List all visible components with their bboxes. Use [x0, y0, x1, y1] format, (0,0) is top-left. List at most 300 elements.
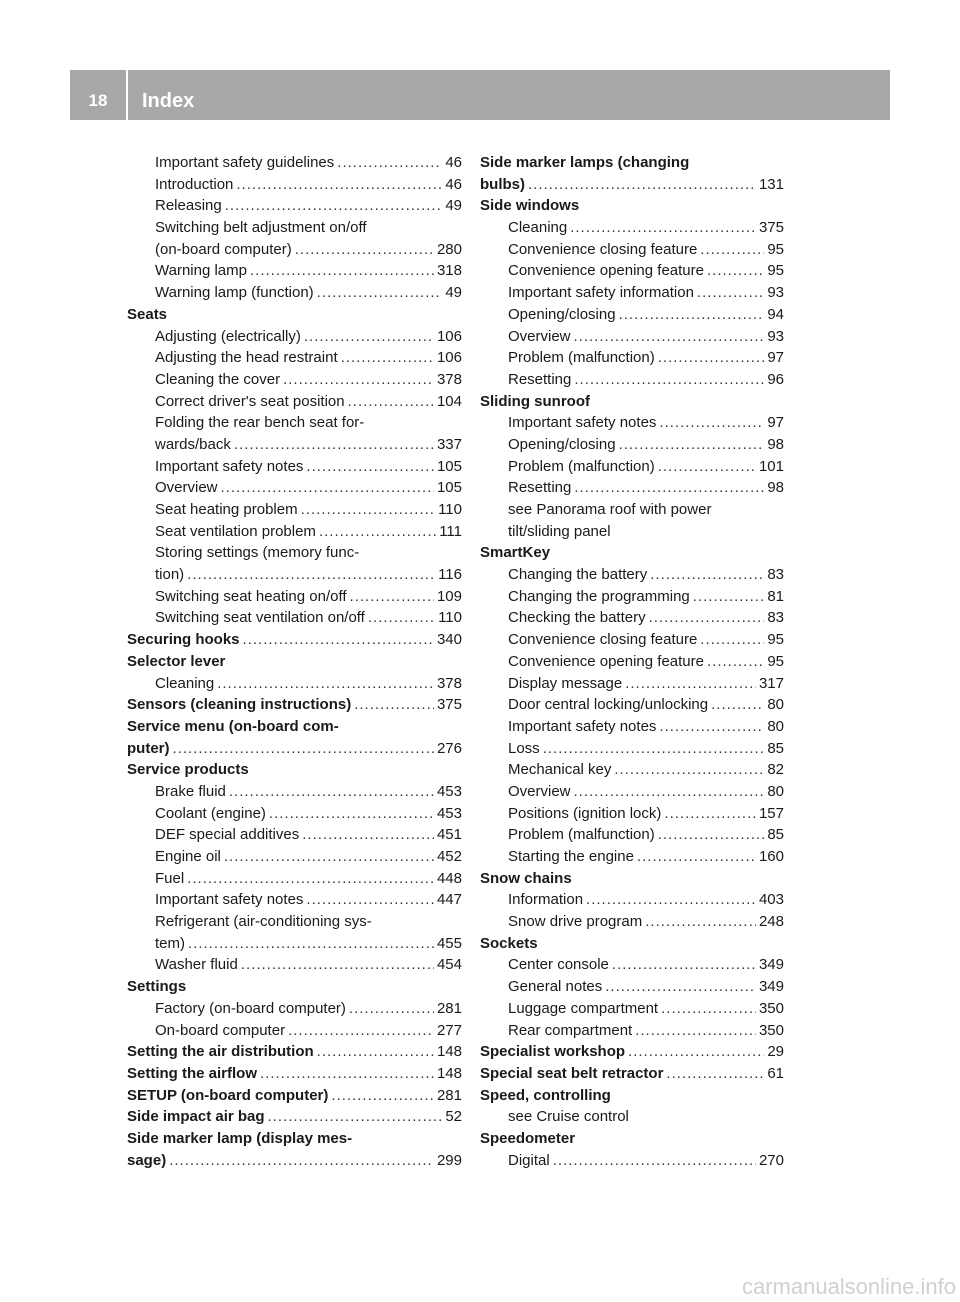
entry-label: Information [508, 891, 584, 909]
index-subentry [127, 347, 462, 369]
entry-label: Opening/closing [508, 435, 616, 453]
dot-leader [268, 1106, 443, 1128]
entry-label: Special seat belt retractor [480, 1064, 664, 1082]
dot-leader [625, 673, 756, 695]
index-column-right [480, 152, 784, 1171]
dot-leader [543, 738, 765, 760]
index-subentry [480, 607, 784, 629]
page-reference: 80 [767, 782, 784, 800]
watermark: carmanualsonline.info [741, 1274, 956, 1299]
index-subentry [127, 607, 462, 629]
entry-label: Adjusting (electrically) [155, 327, 301, 345]
entry-label: Folding the rear bench seat for- [155, 414, 365, 432]
entry-label: Switching seat ventilation on/off [155, 609, 365, 627]
entry-label: Seats [127, 305, 168, 323]
dot-leader [243, 629, 434, 651]
dot-leader [650, 564, 764, 586]
dot-leader [707, 651, 764, 673]
dot-leader [659, 716, 764, 738]
dot-leader [337, 152, 442, 174]
page-reference: 453 [436, 782, 462, 800]
dot-leader [288, 1020, 434, 1042]
dot-leader [317, 1041, 434, 1063]
dot-leader [711, 694, 764, 716]
index-subentry [127, 391, 462, 413]
page-reference: 448 [436, 869, 462, 887]
page-reference: 49 [445, 197, 462, 215]
entry-label: Problem (malfunction) [508, 349, 655, 367]
index-subentry [480, 1106, 784, 1128]
dot-leader [187, 564, 435, 586]
entry-label: Sliding sunroof [480, 392, 590, 410]
index-entry [127, 976, 462, 998]
entry-label: tilt/sliding panel [508, 522, 611, 540]
index-subentry [480, 282, 784, 304]
entry-label: Convenience opening feature [508, 262, 704, 280]
index-subentry [480, 1150, 784, 1172]
dot-leader [341, 347, 434, 369]
page-reference: 98 [767, 435, 784, 453]
index-subentry [127, 933, 462, 955]
entry-label: Important safety information [508, 284, 694, 302]
page-reference: 106 [436, 349, 462, 367]
index-subentry [127, 564, 462, 586]
index-subentry [480, 564, 784, 586]
page-reference: 94 [767, 305, 784, 323]
page-reference: 447 [436, 891, 462, 909]
entry-label: Resetting [508, 370, 572, 388]
entry-label: Setting the airflow [127, 1064, 258, 1082]
dot-leader [637, 846, 756, 868]
page-reference: 109 [436, 587, 462, 605]
entry-label: Releasing [155, 197, 222, 215]
index-subentry [127, 239, 462, 261]
index-subentry [127, 369, 462, 391]
entry-label: Service menu (on-board com- [127, 717, 339, 735]
dot-leader [302, 824, 434, 846]
page-reference: 101 [758, 457, 784, 475]
page-number: 18 [88, 91, 108, 110]
dot-leader [225, 195, 443, 217]
entry-label: Important safety notes [155, 457, 304, 475]
index-subentry [480, 456, 784, 478]
index-subentry [480, 954, 784, 976]
dot-leader [658, 824, 765, 846]
index-entry [480, 1041, 784, 1063]
entry-label: Changing the programming [508, 587, 690, 605]
entry-label: Display message [508, 674, 623, 692]
page-reference: 46 [445, 175, 462, 193]
entry-label: Side marker lamp (display mes- [127, 1129, 353, 1147]
index-subentry [480, 673, 784, 695]
entry-label: Opening/closing [508, 305, 616, 323]
index-entry [127, 759, 462, 781]
dot-leader [661, 998, 756, 1020]
index-subentry [480, 976, 784, 998]
page-reference: 131 [758, 175, 784, 193]
index-subentry [480, 499, 784, 521]
dot-leader [301, 499, 435, 521]
index-subentry [480, 694, 784, 716]
dot-leader [229, 781, 434, 803]
page-reference: 97 [767, 349, 784, 367]
index-subentry [480, 629, 784, 651]
entry-label: tem) [155, 934, 185, 952]
index-subentry [480, 326, 784, 348]
entry-label: Switching seat heating on/off [155, 587, 347, 605]
page-reference: 453 [436, 804, 462, 822]
index-subentry [480, 889, 784, 911]
page-reference: 270 [758, 1151, 784, 1169]
dot-leader [349, 998, 434, 1020]
index-entry [480, 933, 784, 955]
index-entry [127, 1085, 462, 1107]
dot-leader [269, 803, 434, 825]
page-reference: 95 [767, 652, 784, 670]
index-subentry [480, 586, 784, 608]
entry-label: Checking the battery [508, 609, 646, 627]
index-subentry [480, 803, 784, 825]
dot-leader [664, 803, 756, 825]
entry-label: Snow chains [480, 869, 572, 887]
dot-leader [697, 282, 764, 304]
entry-label: Overview [508, 327, 571, 345]
dot-leader [619, 434, 765, 456]
entry-label: DEF special additives [155, 826, 300, 844]
index-entry [480, 391, 784, 413]
page-reference: 451 [436, 826, 462, 844]
entry-label: see Panorama roof with power [508, 501, 712, 518]
index-subentry [480, 412, 784, 434]
entry-label: Overview [155, 479, 218, 497]
index-entry [127, 304, 462, 326]
dot-leader [260, 1063, 434, 1085]
index-subentry [480, 759, 784, 781]
dot-leader [605, 976, 756, 998]
dot-leader [283, 369, 434, 391]
page-reference: 375 [758, 219, 784, 237]
entry-label: Refrigerant (air-conditioning sys- [155, 913, 372, 931]
page-reference: 105 [436, 457, 462, 475]
index-entry [127, 629, 462, 651]
index-entry [480, 1085, 784, 1107]
entry-label: Changing the battery [508, 566, 648, 584]
dot-leader [574, 477, 764, 499]
page-reference: 85 [767, 739, 784, 757]
index-subentry [127, 456, 462, 478]
index-subentry [127, 586, 462, 608]
entry-label: Snow drive program [508, 913, 643, 931]
page-reference: 82 [767, 761, 784, 779]
entry-label: Brake fluid [155, 782, 226, 800]
entry-label: Resetting [508, 479, 572, 497]
dot-leader [553, 1150, 756, 1172]
index-subentry [127, 1020, 462, 1042]
entry-label: Door central locking/unlocking [508, 696, 709, 714]
dot-leader [241, 954, 434, 976]
entry-label: SETUP (on-board computer) [127, 1086, 329, 1104]
index-subentry [127, 217, 462, 239]
entry-label: Correct driver's seat position [155, 392, 345, 410]
index-subentry [127, 499, 462, 521]
dot-leader [635, 1020, 756, 1042]
entry-label: Warning lamp (function) [155, 284, 314, 302]
index-entry [480, 1128, 784, 1150]
entry-label: sage) [127, 1151, 167, 1169]
dot-leader [354, 694, 434, 716]
page-reference: 375 [436, 696, 462, 714]
index-subentry [480, 846, 784, 868]
page-reference: 83 [767, 566, 784, 584]
index-subentry [127, 195, 462, 217]
page-reference: 93 [767, 284, 784, 302]
entry-label: Cleaning the cover [155, 370, 281, 388]
index-subentry [127, 911, 462, 933]
page-reference: 105 [436, 479, 462, 497]
index-subentry [480, 521, 784, 543]
entry-label: Sensors (cleaning instructions) [127, 696, 352, 714]
entry-label: Settings [127, 978, 187, 996]
entry-label: Cleaning [508, 219, 568, 237]
entry-label: Service products [127, 761, 249, 779]
index-subentry [127, 174, 462, 196]
page-reference: 49 [445, 284, 462, 302]
index-entry [480, 174, 784, 196]
dot-leader [628, 1041, 764, 1063]
dot-leader [368, 607, 435, 629]
index-subentry [127, 260, 462, 282]
page-reference: 29 [767, 1043, 784, 1061]
dot-leader [306, 889, 434, 911]
page-reference: 110 [438, 609, 462, 627]
page-reference: 80 [767, 696, 784, 714]
index-column-left [127, 152, 462, 1171]
index-entry [480, 195, 784, 217]
entry-label: Seat heating problem [155, 501, 298, 518]
index-entry [480, 1063, 784, 1085]
entry-label: Overview [508, 782, 571, 800]
entry-label: Coolant (engine) [155, 804, 266, 822]
index-entry [127, 694, 462, 716]
entry-label: Rear compartment [508, 1021, 633, 1039]
dot-leader [348, 391, 434, 413]
entry-label: Starting the engine [508, 848, 634, 865]
index-subentry [480, 716, 784, 738]
page-reference: 281 [436, 1086, 462, 1104]
page-reference: 111 [439, 522, 462, 540]
page-reference: 46 [445, 154, 462, 171]
index-subentry [127, 673, 462, 695]
entry-label: Important safety notes [508, 717, 657, 735]
index-entry [127, 738, 462, 760]
dot-leader [221, 477, 434, 499]
entry-label: Warning lamp [155, 262, 247, 280]
dot-leader [693, 586, 765, 608]
index-subentry [480, 260, 784, 282]
entry-label: Factory (on-board computer) [155, 999, 346, 1017]
page-reference: 281 [436, 999, 462, 1017]
page-reference: 95 [767, 262, 784, 280]
page-reference: 106 [436, 327, 462, 345]
index-subentry [127, 998, 462, 1020]
dot-leader [574, 326, 765, 348]
header-divider [126, 70, 128, 120]
index-subentry [127, 521, 462, 543]
entry-label: Specialist workshop [480, 1043, 626, 1061]
index-subentry [127, 152, 462, 174]
index-subentry [127, 434, 462, 456]
index-subentry [480, 369, 784, 391]
entry-label: (on-board computer) [155, 240, 292, 258]
page-reference: 160 [758, 848, 784, 865]
dot-leader [306, 456, 434, 478]
entry-label: On-board computer [155, 1021, 286, 1039]
page-reference: 317 [758, 674, 784, 692]
index-subentry [127, 803, 462, 825]
page-reference: 148 [436, 1043, 462, 1061]
index-subentry [127, 868, 462, 890]
page-reference: 96 [767, 370, 784, 388]
dot-leader [658, 456, 756, 478]
page-reference: 299 [436, 1151, 462, 1169]
index-subentry [127, 282, 462, 304]
page-reference: 110 [438, 501, 462, 518]
entry-label: Important safety notes [508, 414, 657, 432]
page-reference: 340 [436, 631, 462, 649]
index-subentry [480, 911, 784, 933]
page-reference: 337 [436, 435, 462, 453]
entry-label: Convenience opening feature [508, 652, 704, 670]
dot-leader [528, 174, 756, 196]
dot-leader [169, 1150, 434, 1172]
page-reference: 349 [758, 956, 784, 974]
index-subentry [480, 434, 784, 456]
page-reference: 403 [758, 891, 784, 909]
entry-label: Mechanical key [508, 761, 612, 779]
index-entry [480, 152, 784, 174]
entry-label: Luggage compartment [508, 999, 659, 1017]
page-reference: 61 [767, 1064, 784, 1082]
entry-label: see Cruise control [508, 1108, 629, 1126]
page-reference: 95 [767, 240, 784, 258]
index-entry [127, 1041, 462, 1063]
dot-leader [224, 846, 434, 868]
entry-label: Loss [508, 739, 540, 757]
page-reference: 98 [767, 479, 784, 497]
entry-label: Problem (malfunction) [508, 457, 655, 475]
index-subentry [480, 477, 784, 499]
entry-label: Switching belt adjustment on/off [155, 219, 367, 237]
page-title: Index [142, 90, 195, 112]
page-reference: 248 [758, 913, 784, 931]
entry-label: Important safety notes [155, 891, 304, 909]
page-reference: 455 [436, 934, 462, 952]
dot-leader [574, 369, 764, 391]
entry-label: Seat ventilation problem [155, 522, 316, 540]
index-entry [127, 651, 462, 673]
entry-label: General notes [508, 978, 603, 996]
dot-leader [612, 954, 756, 976]
entry-label: Speedometer [480, 1129, 576, 1147]
entry-label: Side impact air bag [127, 1108, 265, 1126]
index-entry [127, 1128, 462, 1150]
index-entry [127, 1106, 462, 1128]
page-reference: 452 [436, 848, 462, 865]
entry-label: Fuel [155, 869, 185, 887]
dot-leader [619, 304, 765, 326]
page-reference: 157 [758, 804, 784, 822]
entry-label: Securing hooks [127, 631, 240, 649]
dot-leader [236, 174, 442, 196]
entry-label: Speed, controlling [480, 1086, 611, 1104]
dot-leader [707, 260, 764, 282]
index-subentry [480, 304, 784, 326]
index-entry [480, 868, 784, 890]
entry-label: bulbs) [480, 175, 525, 193]
page-reference: 454 [436, 956, 462, 974]
index-subentry [127, 781, 462, 803]
entry-label: Side windows [480, 197, 580, 215]
entry-label: Sockets [480, 934, 538, 952]
page-reference: 81 [767, 587, 784, 605]
dot-leader [700, 239, 764, 261]
dot-leader [217, 673, 434, 695]
index-subentry [480, 1020, 784, 1042]
entry-label: Positions (ignition lock) [508, 804, 662, 822]
dot-leader [666, 1063, 764, 1085]
index-subentry [127, 954, 462, 976]
entry-label: Selector lever [127, 652, 226, 670]
dot-leader [570, 217, 756, 239]
page-reference: 318 [436, 262, 462, 280]
page-header [70, 70, 890, 120]
index-subentry [480, 824, 784, 846]
page-reference: 85 [767, 826, 784, 844]
entry-label: Convenience closing feature [508, 240, 698, 258]
page-reference: 378 [436, 370, 462, 388]
entry-label: Problem (malfunction) [508, 826, 655, 844]
index-subentry [127, 542, 462, 564]
entry-label: puter) [127, 739, 170, 757]
index-entry [480, 542, 784, 564]
dot-leader [645, 911, 756, 933]
page-reference: 104 [436, 392, 462, 410]
page-reference: 349 [758, 978, 784, 996]
dot-leader [295, 239, 434, 261]
index-subentry [480, 781, 784, 803]
index-subentry [480, 217, 784, 239]
entry-label: tion) [155, 566, 185, 584]
entry-label: Digital [508, 1151, 550, 1169]
index-entry [127, 1063, 462, 1085]
page-reference: 280 [436, 240, 462, 258]
index-subentry [480, 239, 784, 261]
index-entry [127, 1150, 462, 1172]
dot-leader [331, 1085, 434, 1107]
index-entry [127, 716, 462, 738]
dot-leader [574, 781, 765, 803]
page-reference: 276 [436, 739, 462, 757]
page-reference: 80 [767, 717, 784, 735]
page-reference: 52 [445, 1108, 462, 1126]
entry-label: Storing settings (memory func- [155, 544, 360, 562]
dot-leader [658, 347, 765, 369]
page-reference: 378 [436, 674, 462, 692]
page-reference: 93 [767, 327, 784, 345]
index-subentry [127, 412, 462, 434]
page-reference: 350 [758, 999, 784, 1017]
index-subentry [127, 326, 462, 348]
